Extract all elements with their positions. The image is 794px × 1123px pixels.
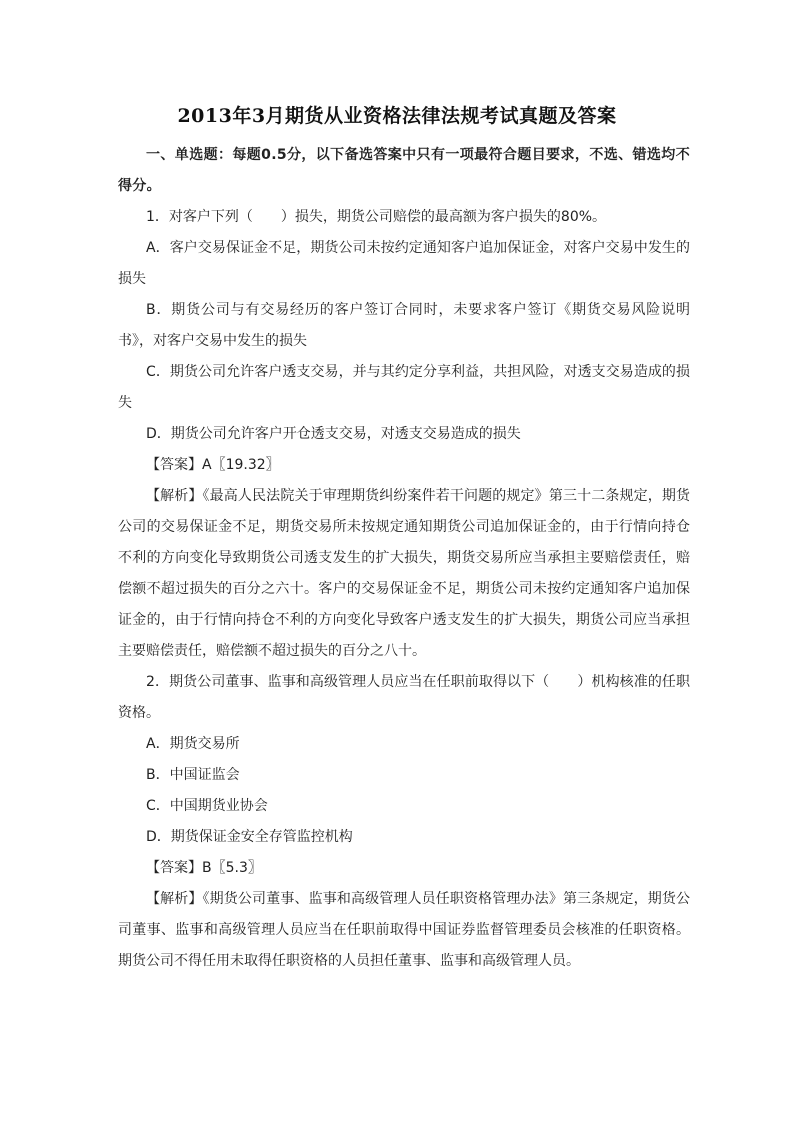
question-1-option-a: A．客户交易保证金不足，期货公司未按约定通知客户追加保证金，对客户交易中发生的损失 [118, 240, 690, 287]
section-heading: 一、单选题：每题0.5分，以下备选答案中只有一项最符合题目要求，不选、错选均不得分。 [118, 147, 690, 194]
question-1-analysis: 【解析】《最高人民法院关于审理期货纠纷案件若干问题的规定》第三十二条规定，期货公司的交易保证金不足，期货交易所未按规定通知期货公司追加保证金的，由于行情向持仓不利的方向变化导致期货公司透支发生的扩大损失，期货交易所应当承担主要赔偿责任，赔偿额不超过损失的百分之六十。客户的交易保证金不足，期货公司未按约定通知客户追加保证金的，由于行情向持仓不利的方向变化导致客户透支发生的扩大损失，期货公司应当承担主要赔偿责任，赔偿额不超过损失的百分之八十。 [118, 488, 690, 659]
document-title: 2013年3月期货从业资格法律法规考试真题及答案 [177, 105, 617, 127]
question-2-answer: 【答案】B〖5.3〗 [146, 860, 262, 876]
question-1-option-c: C．期货公司允许客户透支交易，并与其约定分享利益，共担风险，对透支交易造成的损失 [118, 364, 690, 411]
question-2-option-b: B．中国证监会 [146, 767, 240, 783]
question-2-analysis: 【解析】《期货公司董事、监事和高级管理人员任职资格管理办法》第三条规定，期货公司董事、监事和高级管理人员应当在任职前取得中国证券监督管理委员会核准的任职资格。期货公司不得任用未取得任职资格的人员担任董事、监事和高级管理人员。 [118, 891, 690, 969]
question-1-stem: 1．对客户下列（ ）损失，期货公司赔偿的最高额为客户损失的80%。 [146, 209, 607, 225]
question-1-answer: 【答案】A〖19.32〗 [146, 457, 280, 473]
question-2-option-c: C．中国期货业协会 [146, 798, 268, 814]
question-1-option-d: D．期货公司允许客户开仓透支交易，对透支交易造成的损失 [146, 426, 521, 442]
question-2-stem: 2．期货公司董事、监事和高级管理人员应当在任职前取得以下（ ）机构核准的任职资格。 [118, 674, 690, 721]
question-2-option-d: D．期货保证金安全存管监控机构 [146, 829, 353, 845]
document-body [118, 140, 690, 977]
question-1-option-b: B．期货公司与有交易经历的客户签订合同时，未要求客户签订《期货交易风险说明书》，对客户交易中发生的损失 [118, 302, 690, 349]
question-2-option-a: A．期货交易所 [146, 736, 240, 752]
